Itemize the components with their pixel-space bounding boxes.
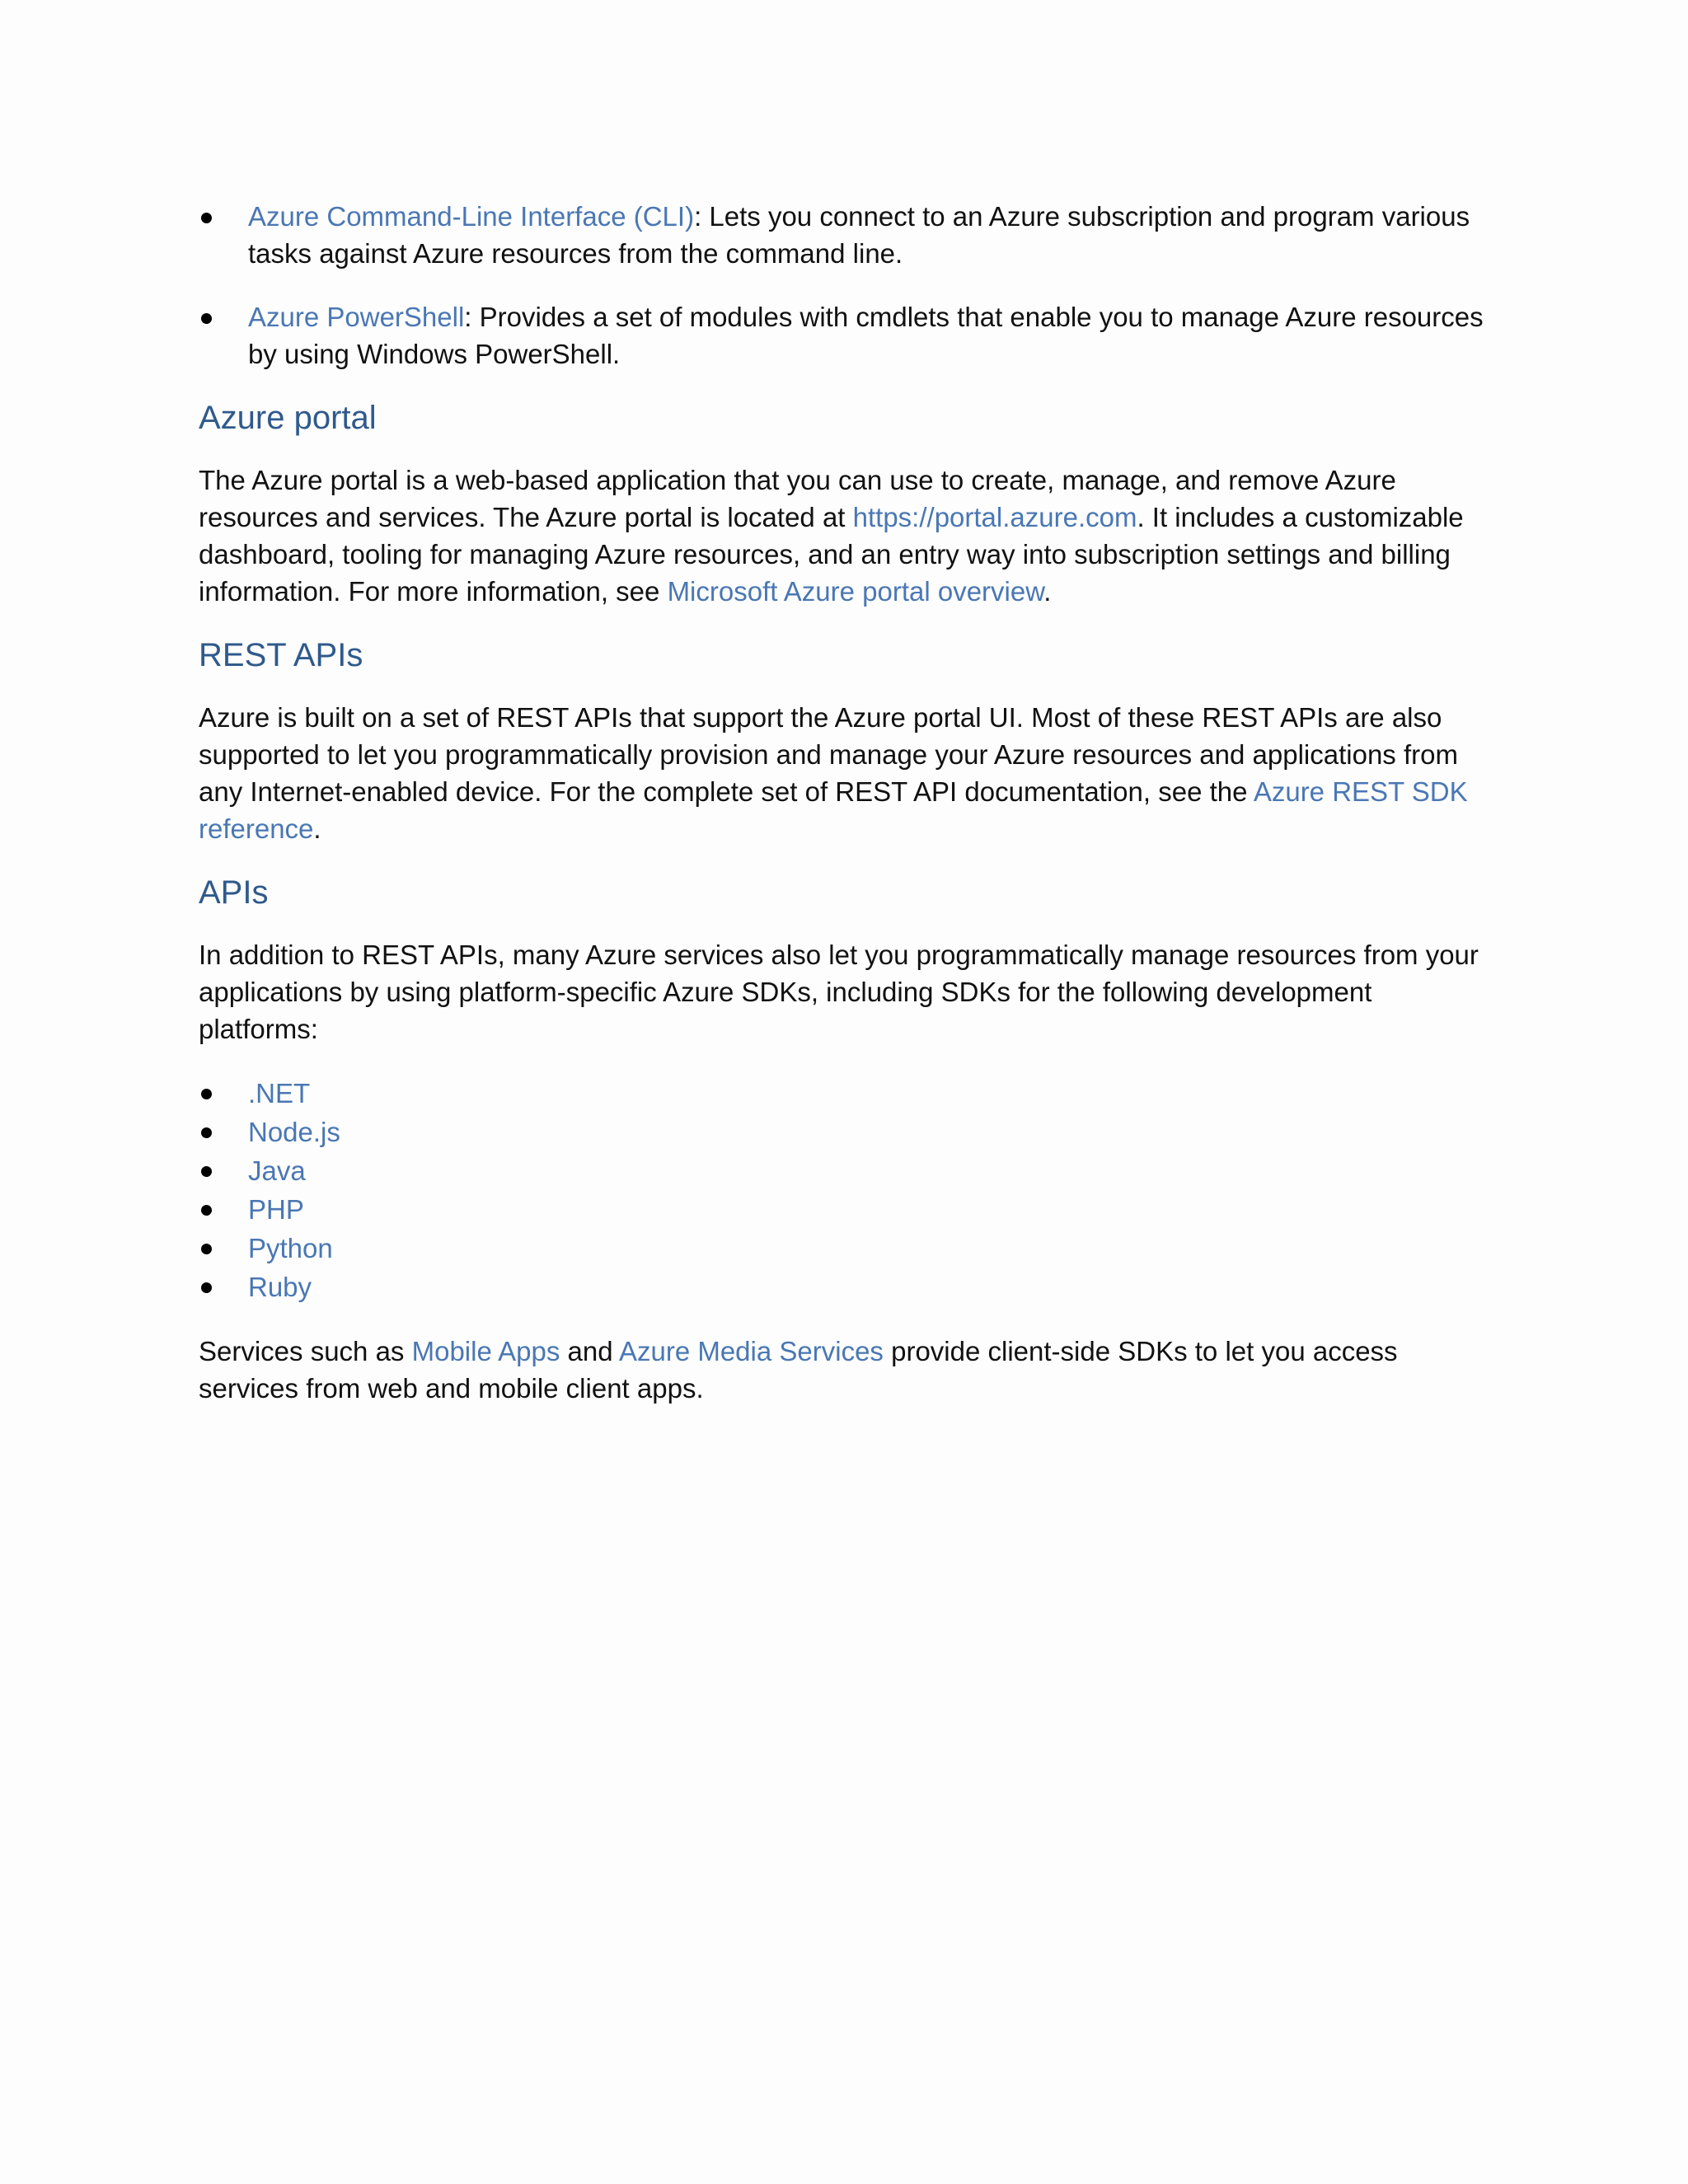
list-item [199, 1074, 1493, 1113]
sdk-nodejs-link[interactable]: Node.js [248, 1117, 340, 1147]
closing-text-3: provide client-side SDKs to let you access services from web and mobile client apps. [199, 1336, 1398, 1404]
sdk-python-link[interactable]: Python [248, 1233, 333, 1263]
rest-text-1: Azure is built on a set of REST APIs that support the Azure portal UI. Most of these REST APIs are also supported to let you programmatically provision and manage your Azure resources and applications from any Internet-enabled device. For the complete set of REST API documentation, see the [199, 702, 1458, 807]
client-sdks-paragraph [199, 1333, 1493, 1407]
portal-url-link[interactable]: https://portal.azure.com [852, 502, 1137, 532]
rest-sdk-reference-link[interactable]: Azure REST SDK reference [199, 776, 1468, 844]
sdk-java-link[interactable]: Java [248, 1155, 306, 1186]
azure-cli-description: : Lets you connect to an Azure subscription and program various tasks against Azure resources from the command line. [248, 201, 1470, 269]
apis-intro-paragraph: In addition to REST APIs, many Azure services also let you programmatically manage resources from your applications by using platform-specific Azure SDKs, including SDKs for the following development platforms: [199, 940, 1479, 1044]
list-item [199, 1190, 1493, 1229]
portal-overview-link[interactable]: Microsoft Azure portal overview [667, 576, 1044, 607]
list-item [199, 1151, 1493, 1190]
portal-text-3: . [1043, 576, 1052, 607]
closing-text-1: Services such as [199, 1336, 412, 1366]
sdk-ruby-link[interactable]: Ruby [248, 1272, 312, 1302]
media-services-link[interactable]: Azure Media Services [618, 1336, 884, 1366]
list-item [199, 298, 1493, 373]
closing-text-2: and [560, 1336, 619, 1366]
azure-cli-link[interactable]: Azure Command-Line Interface (CLI) [248, 201, 695, 232]
sdk-list [199, 1074, 1493, 1306]
azure-portal-heading: Azure portal [199, 400, 377, 436]
tools-list [199, 198, 1493, 373]
azure-powershell-description: : Provides a set of modules with cmdlets that enable you to manage Azure resources by using Windows PowerShell. [248, 302, 1484, 369]
rest-apis-heading: REST APIs [199, 637, 363, 673]
list-item [199, 1268, 1493, 1306]
document-content [199, 198, 1493, 1407]
list-item [199, 1229, 1493, 1268]
azure-portal-paragraph [199, 462, 1493, 610]
mobile-apps-link[interactable]: Mobile Apps [411, 1336, 560, 1366]
portal-text-2: . It includes a customizable dashboard, tooling for managing Azure resources, and an entry way into subscription settings and billing information. For more information, see [199, 502, 1464, 607]
portal-text-1: The Azure portal is a web-based application that you can use to create, manage, and remove Azure resources and services. The Azure portal is located at [199, 465, 1396, 532]
sdk-php-link[interactable]: PHP [248, 1194, 304, 1225]
azure-powershell-link[interactable]: Azure PowerShell [248, 302, 465, 332]
list-item [199, 198, 1493, 272]
rest-text-2: . [313, 813, 321, 844]
list-item [199, 1113, 1493, 1151]
rest-apis-paragraph [199, 699, 1493, 847]
sdk-dotnet-link[interactable]: .NET [248, 1078, 311, 1108]
apis-heading: APIs [199, 874, 269, 911]
